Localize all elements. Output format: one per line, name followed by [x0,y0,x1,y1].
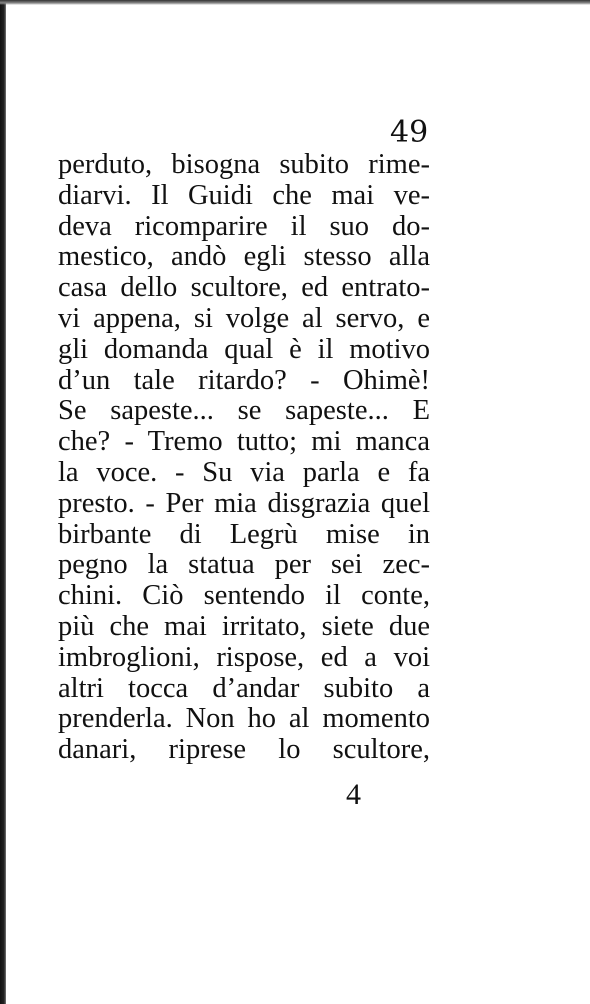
page-number: 49 [390,115,429,150]
text-line: casa dello scultore, ed entrato- [58,272,430,304]
text-line: pegno la statua per sei zec- [58,549,430,581]
body-text [58,150,430,766]
text-line: chini. Ciò sentendo il conte, [58,580,430,612]
page-binding-edge [0,0,6,1004]
text-line: vi appena, si volge al servo, e [58,302,430,334]
text-line: prenderla. Non ho al momento [58,703,430,735]
text-line: deva ricomparire il suo do- [58,210,430,242]
page-top-edge [0,0,590,5]
text-line: birbante di Legrù mise in [58,518,430,550]
text-line: diarvi. Il Guidi che mai ve- [58,179,430,211]
text-line: presto. - Per mia disgrazia quel [58,487,430,519]
text-line: altri tocca d’andar subito a [58,672,430,704]
text-line: mestico, andò egli stesso alla [58,241,430,273]
text-line: danari, riprese lo scultore, [58,734,430,766]
text-line: gli domanda qual è il motivo [58,333,430,365]
text-line: imbroglioni, rispose, ed a voi [58,641,430,673]
signature-mark: 4 [346,778,361,811]
text-line: più che mai irritato, siete due [58,610,430,642]
text-line: d’un tale ritardo? - Ohimè! [58,364,430,396]
text-line: Se sapeste... se sapeste... E [58,395,430,427]
text-line: che? - Tremo tutto; mi manca [58,426,430,458]
text-line: perduto, bisogna subito rime- [58,149,430,180]
text-line: la voce. - Su via parla e fa [58,456,430,488]
